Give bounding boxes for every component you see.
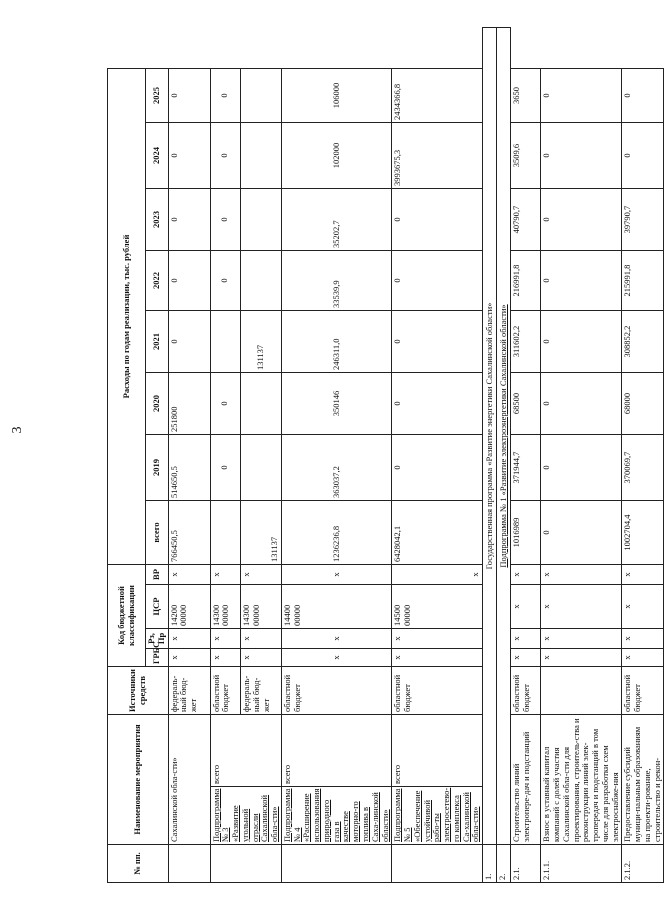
table-row — [392, 27, 483, 882]
section-title: Государственная программа «Развитие энергетики Сахалинской области» — [483, 27, 497, 844]
cell-csr: x — [511, 585, 541, 629]
cell-2024: 3509,6 — [511, 123, 541, 189]
cell-2024: 0 — [622, 123, 664, 189]
cell-grbs: x — [210, 649, 241, 667]
cell-source: областной бюджет — [622, 667, 664, 715]
table-row — [210, 27, 241, 882]
section-title: Подпрограмма № 1 «Развитие электроэнергетики Сахалинской области» — [497, 27, 511, 844]
cell-2023: 35202,7 — [281, 189, 391, 251]
cell-2025: 2434366,8 — [392, 68, 483, 122]
header-source: Источники средств — [108, 667, 169, 715]
cell-2019: 514650,5 — [168, 435, 210, 501]
cell-2021: 308852,2 — [622, 311, 664, 373]
cell-2023: 0 — [168, 189, 210, 251]
cell-name: Подпрограмма № 4 «Расширение использования природного газа в качестве моторно-го топлива в Саха-линской области» — [281, 787, 391, 845]
header-2022: 2022 — [146, 251, 169, 311]
cell-grbs: x — [392, 649, 483, 667]
table-row — [622, 27, 664, 882]
cell-2023: 0 — [392, 189, 483, 251]
cell-vr: x — [241, 565, 282, 585]
cell-name: Подпрограмма № 3 «Развитие угольной отрасли Сахалинской обла-сти» — [210, 787, 281, 845]
cell-2019: 0 — [210, 435, 241, 501]
cell-2025: 0 — [168, 68, 210, 122]
cell-total: 131137 — [241, 501, 282, 565]
cell-2020: 0 — [541, 373, 622, 435]
cell-rzpr: x — [168, 629, 210, 649]
cell-grbs: x — [168, 649, 210, 667]
cell-name: Строительство линий электропере-дач и подстанций — [511, 715, 541, 845]
cell-num — [210, 845, 281, 883]
section-row — [483, 27, 497, 882]
cell-vr: x — [210, 565, 241, 585]
cell-source: областной бюджет — [281, 667, 391, 715]
cell-num — [168, 845, 210, 883]
cell-2025: 0 — [210, 68, 241, 122]
cell-num — [392, 845, 483, 883]
header-rzpr: Рз, Пр — [146, 629, 169, 649]
cell-2025: 106000 — [281, 68, 391, 122]
cell-2023: 0 — [541, 189, 622, 251]
cell-2020: 68000 — [622, 373, 664, 435]
page-number: 3 — [10, 426, 25, 434]
cell-2022: 0 — [168, 251, 210, 311]
header-grbs: ГРБС — [146, 649, 169, 667]
cell-2020: 0 — [210, 373, 241, 435]
cell-rzpr: x — [511, 629, 541, 649]
cell-2025 — [241, 68, 282, 122]
header-vr: ВР — [146, 565, 169, 585]
header-2019: 2019 — [146, 435, 169, 501]
header-expenses: Расходы по годам реализации, тыс. рублей — [108, 68, 146, 564]
header-2020: 2020 — [146, 373, 169, 435]
cell-source: федераль-ный бюд-жет — [241, 667, 282, 715]
cell-2019 — [241, 435, 282, 501]
cell-vr: x — [622, 565, 664, 585]
cell-2020: 350146 — [281, 373, 391, 435]
cell-source: областной бюджет — [392, 667, 483, 715]
cell-2022: 216991,8 — [511, 251, 541, 311]
cell-2021: 0 — [392, 311, 483, 373]
cell-2021: 131137 — [241, 311, 282, 373]
cell-2021: 311602,2 — [511, 311, 541, 373]
cell-2020: 0 — [392, 373, 483, 435]
cell-2024: 102000 — [281, 123, 391, 189]
table-row — [511, 27, 541, 882]
cell-2019: 0 — [392, 435, 483, 501]
cell-name: Предоставление субсидий муници-пальным образованиям на проекти-рование, строительство и рекон- — [622, 715, 664, 845]
cell-csr: 14300 00000 — [210, 585, 241, 629]
cell-grbs: x — [241, 649, 282, 667]
cell-2023 — [241, 189, 282, 251]
cell-name: Сахалинской обла-сти» — [168, 715, 210, 845]
cell-grbs: x — [281, 649, 391, 667]
table-row — [168, 27, 210, 882]
cell-name: Подпрограмма № 5 «Обеспечение устойчивой рабо-ты электросетево-го комплекса Са-халинской обла-сти» — [392, 787, 483, 845]
cell-2019: 371944,7 — [511, 435, 541, 501]
cell-2019: 370069,7 — [622, 435, 664, 501]
cell-rzpr: x — [241, 629, 282, 649]
table-row — [541, 27, 622, 882]
cell-2025: 0 — [541, 68, 622, 122]
cell-total — [210, 501, 241, 565]
cell-2021: 0 — [168, 311, 210, 373]
cell-2022: 0 — [392, 251, 483, 311]
cell-2023: 39790,7 — [622, 189, 664, 251]
cell-total: 6428042,1 — [392, 501, 483, 565]
cell-2020 — [241, 373, 282, 435]
cell-vr: x — [392, 565, 483, 585]
cell-csr: 14500 00000 — [392, 585, 483, 629]
header-2024: 2024 — [146, 123, 169, 189]
cell-2019: 363037,2 — [281, 435, 391, 501]
cell-sub: всего — [281, 715, 391, 787]
cell-rzpr: x — [541, 629, 622, 649]
cell-2024: 0 — [210, 123, 241, 189]
cell-sub: всего — [392, 715, 483, 787]
cell-grbs: x — [622, 649, 664, 667]
header-2021: 2021 — [146, 311, 169, 373]
cell-2021: 0 — [541, 311, 622, 373]
cell-2024 — [241, 123, 282, 189]
cell-num — [281, 845, 391, 883]
header-name: Наименование мероприятия — [108, 715, 169, 845]
cell-csr: x — [622, 585, 664, 629]
cell-2021: 246311,0 — [281, 311, 391, 373]
cell-vr: x — [541, 565, 622, 585]
cell-2022: 33539,9 — [281, 251, 391, 311]
cell-name: Взнос в уставный капитал компаний с долей участия Сахалинской обла-сти для проектирования, строитель-ства и реконструкции линий элек-тропередач и подстанций в том числе для разработки схем электроснабже-ния — [541, 715, 622, 845]
cell-vr: x — [168, 565, 210, 585]
header-kbk: Код бюджетной классификации — [108, 565, 146, 667]
cell-rzpr: x — [210, 629, 241, 649]
budget-table — [107, 27, 664, 883]
cell-2022 — [241, 251, 282, 311]
cell-sub: всего — [210, 715, 281, 787]
header-csr: ЦСР — [146, 585, 169, 629]
section-row — [497, 27, 511, 882]
cell-2019: 0 — [541, 435, 622, 501]
cell-rzpr: x — [281, 629, 391, 649]
cell-csr: 14300 00000 — [241, 585, 282, 629]
cell-2023: 40790,7 — [511, 189, 541, 251]
budget-table-rotated — [107, 28, 662, 883]
section-num: 2. — [497, 845, 511, 883]
header-2025: 2025 — [146, 68, 169, 122]
cell-2022: 215991,8 — [622, 251, 664, 311]
cell-2022: 0 — [541, 251, 622, 311]
cell-num: 2.1.1. — [541, 845, 622, 883]
cell-num: 2.1. — [511, 845, 541, 883]
cell-source: федераль-ный бюд-жет — [168, 667, 210, 715]
cell-num: 2.1.2. — [622, 845, 664, 883]
cell-source: областной бюджет — [511, 667, 541, 715]
cell-grbs: x — [511, 649, 541, 667]
header-2023: 2023 — [146, 189, 169, 251]
cell-csr: 14200 00000 — [168, 585, 210, 629]
cell-total: 1002704,4 — [622, 501, 664, 565]
header-total: всего — [146, 501, 169, 565]
cell-2025: 0 — [622, 68, 664, 122]
cell-rzpr: x — [622, 629, 664, 649]
cell-source: областной бюджет — [210, 667, 241, 715]
cell-vr: x — [281, 565, 391, 585]
cell-2020: 251800 — [168, 373, 210, 435]
cell-csr: 14400 00000 — [281, 585, 391, 629]
header-num: № пп. — [108, 845, 169, 883]
cell-grbs: x — [541, 649, 622, 667]
table-row — [281, 27, 391, 882]
cell-2024: 0 — [541, 123, 622, 189]
cell-rzpr: x — [392, 629, 483, 649]
cell-total: 1236236,8 — [281, 501, 391, 565]
cell-2022: 0 — [210, 251, 241, 311]
cell-total: 0 — [541, 501, 622, 565]
cell-2024: 0 — [168, 123, 210, 189]
cell-source — [541, 667, 622, 715]
cell-2025: 3650 — [511, 68, 541, 122]
cell-2024: 3993675,3 — [392, 123, 483, 189]
cell-2020: 68500 — [511, 373, 541, 435]
cell-2021 — [210, 311, 241, 373]
cell-total: 766450,5 — [168, 501, 210, 565]
section-num: 1. — [483, 845, 497, 883]
cell-total: 1016989 — [511, 501, 541, 565]
cell-2023: 0 — [210, 189, 241, 251]
cell-vr: x — [511, 565, 541, 585]
cell-csr: x — [541, 585, 622, 629]
